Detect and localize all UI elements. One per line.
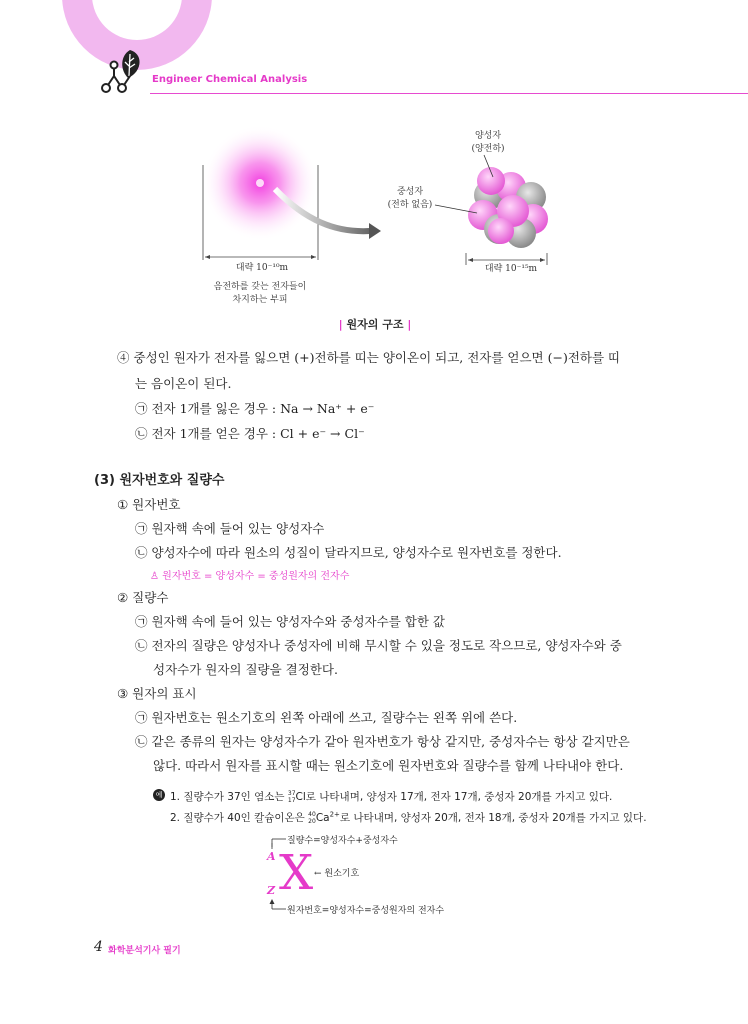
notation-b1: ㉡ 같은 종류의 원자는 양성자수가 같아 원자번호가 항상 같지만, 중성자수는 항상 같지만은 xyxy=(135,734,630,749)
item4-marker: ④ xyxy=(117,350,130,365)
electron-caption-line2: 차지하는 부피 xyxy=(232,295,288,305)
example-2-prefix: 2. 질량수가 40인 칼슘이온은 xyxy=(170,812,305,824)
section3-title: (3) 원자번호와 질량수 xyxy=(94,473,225,488)
page-number: 4 xyxy=(94,939,103,955)
neutron-label-line2: (전하 없음) xyxy=(387,200,433,210)
neutron-label xyxy=(372,186,448,212)
notation-X: X xyxy=(279,845,314,901)
atomic-number-note-text: 원자번호 = 양성자수 = 중성원자의 전자수 xyxy=(162,571,350,582)
number-label: 원자번호=양성자수=중성원자의 전자수 xyxy=(287,906,445,916)
header-title: Engineer Chemical Analysis xyxy=(152,74,308,85)
left-size-label: 대략 10⁻¹⁰m xyxy=(235,263,289,273)
atomic-number-b: ㉡ 양성자수에 따라 원소의 성질이 달라지므로, 양성자수로 원자번호를 정한다. xyxy=(135,545,562,560)
atomic-number-note xyxy=(150,567,349,582)
header-rule xyxy=(150,93,748,94)
mass-number-a: ㉠ 원자핵 속에 들어 있는 양성자수와 중성자수를 합한 값 xyxy=(135,614,445,629)
example-2-charge: 2+ xyxy=(329,810,340,819)
right-size-label: 대략 10⁻¹⁵m xyxy=(484,264,538,274)
nucleus-cluster xyxy=(468,167,548,248)
figure-caption: | 원자의 구조 | xyxy=(338,318,412,331)
example-1-symbol: Cl xyxy=(295,791,306,803)
electron-volume-caption xyxy=(195,281,325,307)
neutron-label-line1: 중성자 xyxy=(396,187,424,197)
symbol-label xyxy=(314,866,359,879)
mass-label: 질량수=양성자수+중성자수 xyxy=(287,836,398,846)
example-1-mass: 37 xyxy=(287,790,296,797)
item4-sub1: ㉠ 전자 1개를 잃은 경우 : Na → Na⁺ + e⁻ xyxy=(135,401,375,416)
proton-label-line2: (양전하) xyxy=(471,144,505,154)
example-1 xyxy=(170,789,612,804)
note-icon: ♙ xyxy=(150,571,159,582)
mass-number-b1: ㉡ 전자의 질량은 양성자나 중성자에 비해 무시할 수 있을 정도로 작으므로, 양성자수와 중 xyxy=(135,638,622,653)
atomic-number-a: ㉠ 원자핵 속에 들어 있는 양성자수 xyxy=(135,521,325,536)
molecule-leaf-logo-icon xyxy=(92,44,150,96)
symbol-label-text: 원소기호 xyxy=(324,869,360,879)
example-badge-icon: 예 xyxy=(153,789,165,801)
notation-Z: Z xyxy=(267,884,276,897)
notation-A: A xyxy=(267,850,276,863)
nucleus-dot xyxy=(256,179,264,187)
item4-line1 xyxy=(117,349,620,367)
figure-caption-text: 원자의 구조 xyxy=(346,318,404,331)
mass-number-heading: ② 질량수 xyxy=(117,590,169,605)
example-1-number: 17 xyxy=(287,797,296,804)
notation-a: ㉠ 원자번호는 원소기호의 왼쪽 아래에 쓰고, 질량수는 왼쪽 위에 쓴다. xyxy=(135,710,518,725)
electron-caption-line1: 음전하를 갖는 전자들이 xyxy=(213,282,307,292)
item4-sub2: ㉡ 전자 1개를 얻은 경우 : Cl + e⁻ → Cl⁻ xyxy=(135,426,365,441)
item4-line1-text: 중성인 원자가 전자를 잃으면 (+)전하를 띠는 양이온이 되고, 전자를 얻으면 (−)전하를 띠 xyxy=(133,350,621,365)
example-2-mass: 40 xyxy=(308,811,316,818)
example-2 xyxy=(170,810,647,825)
proton-label-line1: 양성자 xyxy=(474,131,502,141)
example-2-suffix: 로 나타내며, 양성자 20개, 전자 18개, 중성자 20개를 가지고 있다. xyxy=(339,812,647,824)
footer-book-title: 화학분석기사 필기 xyxy=(108,946,181,956)
item4-line2: 는 음이온이 된다. xyxy=(135,376,232,391)
example-2-number: 20 xyxy=(308,818,316,825)
proton-label xyxy=(458,130,518,156)
symbol-arrow-icon: ← xyxy=(314,869,322,879)
notation-heading: ③ 원자의 표시 xyxy=(117,686,197,701)
example-2-symbol: Ca xyxy=(315,812,330,824)
mass-number-b2: 성자수가 원자의 질량을 결정한다. xyxy=(153,662,338,677)
atomic-number-heading: ① 원자번호 xyxy=(117,497,181,512)
example-1-prefix: 1. 질량수가 37인 염소는 xyxy=(170,791,285,803)
notation-b2: 않다. 따라서 원자를 표시할 때는 원소기호에 원자번호와 질량수를 함께 나타내야 한다. xyxy=(153,758,624,773)
example-1-suffix: 로 나타내며, 양성자 17개, 전자 17개, 중성자 20개를 가지고 있다. xyxy=(305,791,613,803)
